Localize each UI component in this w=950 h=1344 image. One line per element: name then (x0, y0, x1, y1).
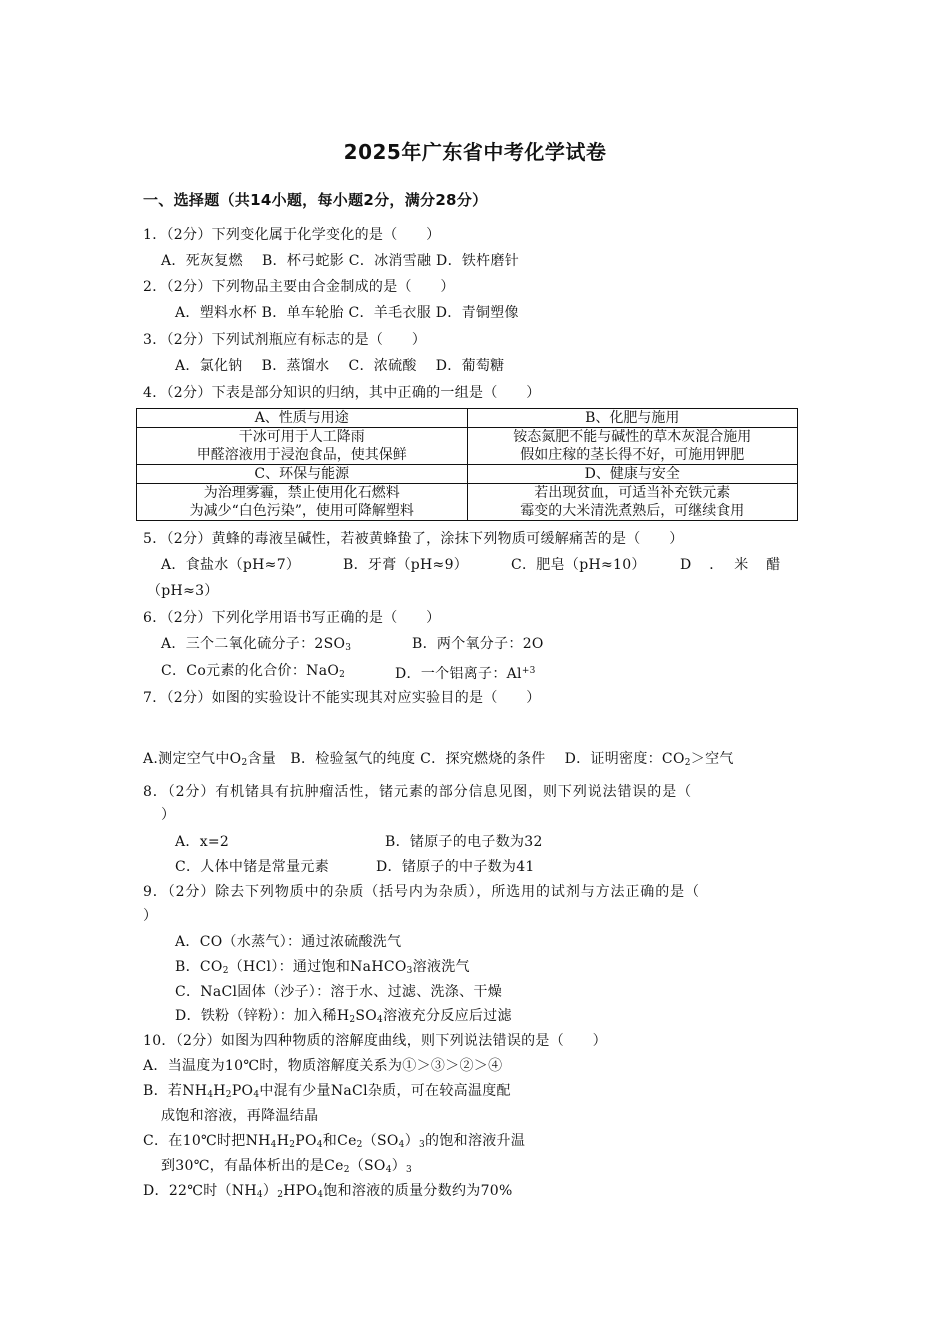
question-5-stem: 5．（2分）黄蜂的毒液呈碱性，若被黄蜂蛰了，涂抹下列物质可缓解痛苦的是（ ） (143, 531, 684, 547)
option-text: ） (391, 1158, 407, 1174)
table-cell-b-line1: 铵态氮肥不能与碱性的草木灰混合施用 (513, 429, 752, 445)
subscript: 3 (406, 966, 413, 976)
subscript: 4 (377, 1015, 384, 1025)
question-5-option-d: D ． 米 醋 (680, 557, 783, 573)
knowledge-table (136, 408, 798, 521)
question-6-option-b: B．两个氧分子：2O (412, 636, 544, 652)
question-10-option-b-cont: 成饱和溶液，再降温结晶 (161, 1108, 319, 1124)
option-text: SO (355, 1008, 378, 1024)
option-text: A.测定空气中O (143, 751, 242, 767)
question-1-stem: 1．（2分）下列变化属于化学变化的是（ ） (143, 227, 441, 243)
subscript: 3 (345, 643, 352, 653)
table-cell-a-line2: 甲醛溶液用于浸泡食品，使其保鲜 (196, 447, 407, 463)
table-cell-c (137, 484, 468, 521)
subscript: 2 (225, 1090, 232, 1100)
option-text: 的饱和溶液升温 (425, 1133, 526, 1149)
subscript: 2 (222, 966, 229, 976)
question-10-option-b (143, 1081, 511, 1105)
subscript: 2 (241, 758, 248, 768)
question-9-stem: 9．（2分）除去下列物质中的杂质（括号内为杂质），所选用的试剂与方法正确的是（ (143, 884, 700, 900)
table-cell-b (467, 428, 798, 465)
option-text: 饱和溶液的质量分数约为70% (323, 1183, 513, 1199)
question-6-option-a (161, 634, 351, 658)
table-cell-d-line2: 霉变的大米清洗煮熟后，可继续食用 (520, 503, 745, 519)
option-text: D．22℃时（NH (143, 1183, 257, 1199)
option-text: PO (231, 1083, 254, 1099)
subscript: 2 (343, 1165, 350, 1175)
subscript: 3 (406, 1165, 413, 1175)
subscript: 3 (419, 1140, 426, 1150)
option-text: A．三个二氧化硫分子：2SO (161, 636, 346, 652)
question-9-option-b (175, 957, 470, 981)
option-text: （SO (349, 1158, 386, 1174)
question-6-option-c (161, 661, 345, 685)
table-cell-c-line1: 为治理雾霾，禁止使用化石燃料 (203, 485, 400, 501)
subscript: 4 (256, 1190, 263, 1200)
option-text: 溶液洗气 (412, 959, 470, 975)
subscript: 4 (207, 1090, 214, 1100)
question-10-option-c (143, 1131, 525, 1155)
question-9-stem-end: ） (143, 908, 158, 924)
question-9-option-a: A．CO（水蒸气）：通过浓硫酸洗气 (175, 934, 402, 950)
option-text: 中混有少量NaCl杂质，可在较高温度配 (259, 1083, 511, 1099)
question-2-stem: 2．（2分）下列物品主要由合金制成的是（ ） (143, 279, 455, 295)
question-3-stem: 3．（2分）下列试剂瓶应有标志的是（ ） (143, 332, 427, 348)
question-1-options: A．死灰复燃 B．杯弓蛇影 C．冰消雪融 D．铁杵磨针 (161, 253, 520, 269)
option-text: PO (295, 1133, 317, 1149)
option-text: ＞空气 (690, 751, 734, 767)
question-5-option-b: B．牙膏（pH≈9） (343, 557, 469, 573)
subscript: 4 (385, 1165, 392, 1175)
question-2-options: A．塑料水杯 B．单车轮胎 C．羊毛衣服 D．青铜塑像 (175, 305, 519, 321)
option-text: D．一个铝离子：Al (395, 666, 522, 682)
question-8-stem: 8．（2分）有机锗具有抗肿瘤活性，锗元素的部分信息见图，则下列说法错误的是（ (143, 784, 693, 800)
question-3-options: A．氯化钠 B．蒸馏水 C．浓硫酸 D．葡萄糖 (175, 358, 505, 374)
table-header-b: B、化肥与施用 (467, 409, 798, 428)
subscript: 2 (349, 1015, 356, 1025)
question-5-option-a: A．食盐水（pH≈7） (161, 557, 301, 573)
table-cell-a (137, 428, 468, 465)
option-text: B．CO (175, 959, 223, 975)
subscript: 2 (339, 670, 346, 680)
option-text: 溶液充分反应后过滤 (383, 1008, 512, 1024)
option-text: ） (262, 1183, 278, 1199)
subscript: 4 (316, 1140, 323, 1150)
table-cell-d-line1: 若出现贫血，可适当补充铁元素 (534, 485, 731, 501)
option-text: B．检验氢气的纯度 C．探究燃烧的条件 D．证明密度：CO (290, 751, 685, 767)
table-header-c: C、环保与能源 (137, 465, 468, 484)
option-text: C．在10℃时把NH (143, 1133, 271, 1149)
option-text: H (213, 1083, 226, 1099)
option-text: （HCl）：通过饱和NaHCO (228, 959, 407, 975)
question-5-option-d-cont: （pH≈3） (147, 583, 219, 599)
question-6-option-d (395, 661, 536, 684)
option-text: D．铁粉（锌粉）：加入稀H (175, 1008, 350, 1024)
subscript: 2 (684, 758, 691, 768)
option-text: 和Ce (322, 1133, 357, 1149)
question-8-option-a: A．x=2 (175, 834, 230, 850)
subscript: 2 (356, 1140, 363, 1150)
question-7-stem: 7．（2分）如图的实验设计不能实现其对应实验目的是（ ） (143, 690, 541, 706)
page-title: 2025年广东省中考化学试卷 (343, 140, 607, 164)
question-9-option-d (175, 1006, 512, 1030)
subscript: 2 (277, 1190, 284, 1200)
option-text: C．Co元素的化合价：NaO (161, 663, 340, 679)
superscript: +3 (521, 666, 536, 676)
option-text: B．若NH (143, 1083, 208, 1099)
question-8-stem-end: ） (161, 807, 176, 823)
question-10-option-c-cont (161, 1156, 412, 1180)
subscript: 4 (317, 1190, 324, 1200)
subscript: 2 (289, 1140, 296, 1150)
question-7-options (143, 749, 734, 773)
table-cell-d (467, 484, 798, 521)
subscript: 4 (398, 1140, 405, 1150)
subscript: 4 (270, 1140, 277, 1150)
question-4-stem: 4．（2分）下表是部分知识的归纳，其中正确的一组是（ ） (143, 385, 541, 401)
option-text: 含量 (247, 751, 277, 767)
table-cell-b-line2: 假如庄稼的茎长得不好，可施用钾肥 (520, 447, 745, 463)
question-10-option-a: A．当温度为10℃时，物质溶解度关系为①＞③＞②＞④ (143, 1058, 503, 1074)
question-8-option-d: D．锗原子的中子数为41 (376, 859, 535, 875)
section-heading: 一、选择题（共14小题，每小题2分，满分28分） (143, 191, 488, 209)
table-header-a: A、性质与用途 (137, 409, 468, 428)
table-cell-c-line2: 为减少“白色污染”，使用可降解塑料 (189, 503, 414, 519)
subscript: 4 (253, 1090, 260, 1100)
option-text: （SO (362, 1133, 399, 1149)
question-6-stem: 6．（2分）下列化学用语书写正确的是（ ） (143, 610, 441, 626)
question-8-option-b: B．锗原子的电子数为32 (385, 834, 543, 850)
table-header-d: D、健康与安全 (467, 465, 798, 484)
option-text: ） (404, 1133, 420, 1149)
question-5-option-c: C．肥皂（pH≈10） (511, 557, 646, 573)
question-10-stem: 10．（2分）如图为四种物质的溶解度曲线，则下列说法错误的是（ ） (143, 1033, 607, 1049)
question-8-option-c: C．人体中锗是常量元素 (175, 859, 330, 875)
table-cell-a-line1: 干冰可用于人工降雨 (238, 429, 365, 445)
option-text: HPO (283, 1183, 318, 1199)
question-10-option-d (143, 1181, 513, 1205)
question-9-option-c: C．NaCl固体（沙子）：溶于水、过滤、洗涤、干燥 (175, 984, 502, 1000)
option-text: H (276, 1133, 290, 1149)
option-text: 到30℃，有晶体析出的是Ce (161, 1158, 344, 1174)
